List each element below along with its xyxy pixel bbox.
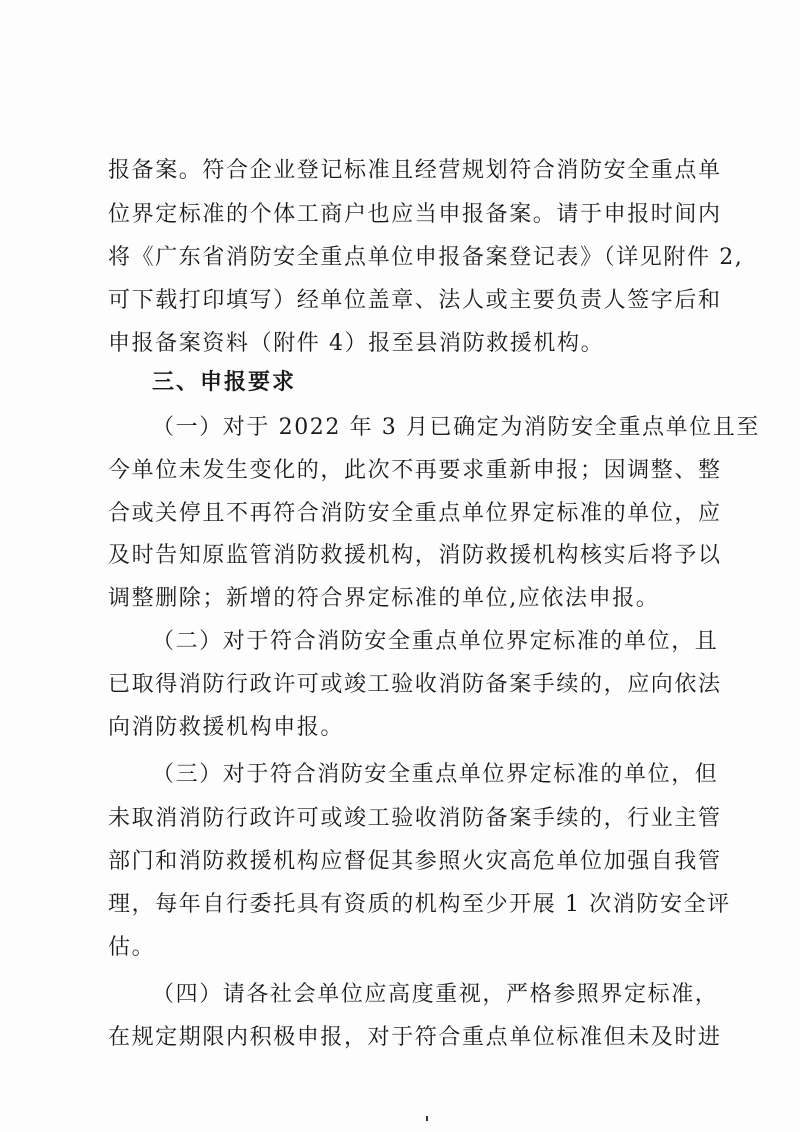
paragraph-line: （二）对于符合消防安全重点单位界定标准的单位，且 <box>152 629 719 654</box>
paragraph-line: 可下载打印填写）经单位盖章、法人或主要负责人签字后和 <box>108 288 722 313</box>
paragraph-line: 将《广东省消防安全重点单位申报备案登记表》（详见附件 2, <box>108 245 744 270</box>
paragraph-line: 今单位未发生变化的，此次不再要求重新申报；因调整、整 <box>108 458 722 483</box>
paragraph-line: 调整删除；新增的符合界定标准的单位,应依法申报。 <box>108 586 660 611</box>
paragraph-line: 部门和消防救援机构应督促其参照火灾高危单位加强自我管 <box>108 849 722 874</box>
paragraph-line: （一）对于 2022 年 3 月已确定为消防安全重点单位且至 <box>152 415 760 440</box>
scan-mark <box>426 1116 428 1121</box>
paragraph-line: 估。 <box>108 935 156 960</box>
paragraph-line: 及时告知原监管消防救援机构，消防救援机构核实后将予以 <box>108 543 722 568</box>
paragraph-line: 合或关停且不再符合消防安全重点单位界定标准的单位，应 <box>108 501 722 526</box>
paragraph-line: 在规定期限内积极申报，对于符合重点单位标准但未及时进 <box>108 1025 722 1050</box>
paragraph-line: 理，每年自行委托具有资质的机构至少开展 1 次消防安全评 <box>108 892 731 917</box>
paragraph-line: 位界定标准的个体工商户也应当申报备案。请于申报时间内 <box>108 202 722 227</box>
paragraph-line: （四）请各社会单位应高度重视，严格参照界定标准， <box>152 982 719 1007</box>
paragraph-line: 报备案。符合企业登记标准且经营规划符合消防安全重点单 <box>108 158 722 183</box>
section-heading: 三、申报要求 <box>152 370 297 395</box>
paragraph-line: 申报备案资料（附件 4）报至县消防救援机构。 <box>108 331 605 356</box>
paragraph-line: 未取消消防行政许可或竣工验收消防备案手续的，行业主管 <box>108 806 722 831</box>
paragraph-line: 向消防救援机构申报。 <box>108 715 345 740</box>
paragraph-line: （三）对于符合消防安全重点单位界定标准的单位，但 <box>152 762 719 787</box>
paragraph-line: 已取得消防行政许可或竣工验收消防备案手续的，应向依法 <box>108 672 722 697</box>
